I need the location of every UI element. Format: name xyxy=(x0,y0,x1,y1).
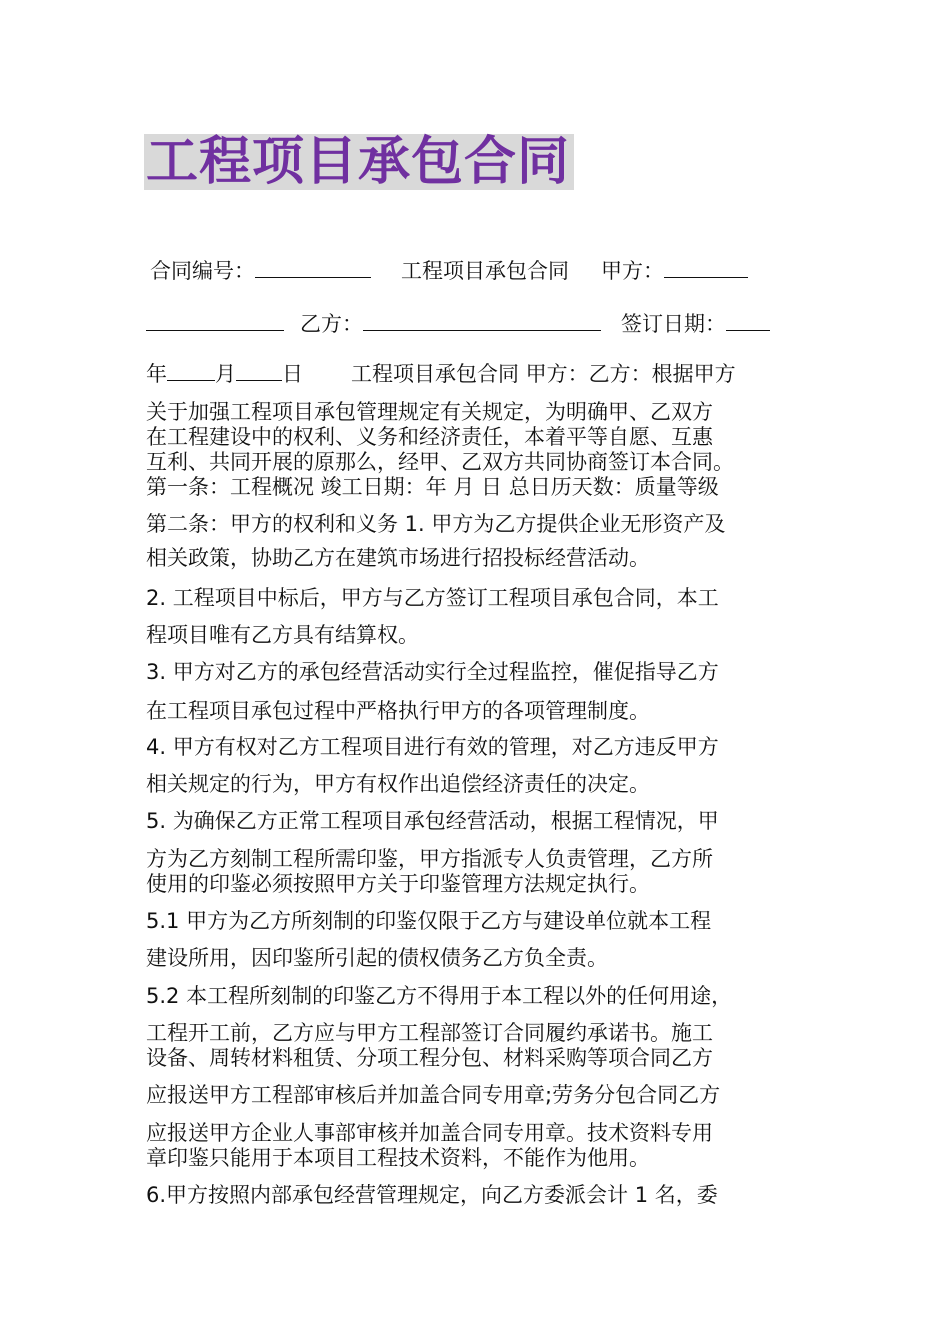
body-line: 设备、周转材料租赁、分项工程分包、材料采购等项合同乙方 xyxy=(146,1046,713,1070)
party-a-label: 甲方： xyxy=(601,259,664,283)
body-line: 相关规定的行为，甲方有权作出追偿经济责任的决定。 xyxy=(146,772,650,796)
body-line: 应报送甲方企业人事部审核并加盖合同专用章。技术资料专用 xyxy=(146,1121,713,1145)
party-a-blank-cont xyxy=(146,311,284,331)
body-line: 建设所用，因印鉴所引起的债权债务乙方负全责。 xyxy=(146,946,608,970)
day-char: 日 xyxy=(282,362,303,386)
body-line: 5.1 甲方为乙方所刻制的印鉴仅限于乙方与建设单位就本工程 xyxy=(146,909,712,933)
sign-date-blank xyxy=(726,311,770,331)
contract-no-label: 合同编号： xyxy=(150,259,255,283)
body-line: 关于加强工程项目承包管理规定有关规定，为明确甲、乙双方 xyxy=(146,400,713,424)
body-line: 工程项目承包合同 甲方：乙方：根据甲方 xyxy=(351,362,736,386)
header-row-2 xyxy=(146,311,770,337)
body-line: 程项目唯有乙方具有结算权。 xyxy=(146,623,419,647)
party-b-blank xyxy=(363,311,601,331)
document-title: 工程项目承包合同 xyxy=(144,134,574,190)
body-line: 应报送甲方工程部审核后并加盖合同专用章;劳务分包合同乙方 xyxy=(146,1083,721,1107)
body-line: 章印鉴只能用于本项目工程技术资料，不能作为他用。 xyxy=(146,1146,650,1170)
month-char: 月 xyxy=(215,362,236,386)
body-line: 6.甲方按照内部承包经营管理规定，向乙方委派会计 1 名，委 xyxy=(146,1183,718,1207)
day-blank xyxy=(236,361,282,381)
body-line: 第一条：工程概况 竣工日期：年 月 日 总日历天数：质量等级 xyxy=(146,475,719,499)
body-line: 3. 甲方对乙方的承包经营活动实行全过程监控，催促指导乙方 xyxy=(146,660,719,684)
body-line: 5.2 本工程所刻制的印鉴乙方不得用于本工程以外的任何用途， xyxy=(146,984,733,1008)
contract-name: 工程项目承包合同 xyxy=(401,259,569,283)
body-line: 互利、共同开展的原那么，经甲、乙双方共同协商签订本合同。 xyxy=(146,450,734,474)
sign-date-label: 签订日期： xyxy=(621,312,726,336)
body-line: 2. 工程项目中标后，甲方与乙方签订工程项目承包合同，本工 xyxy=(146,586,719,610)
body-line: 第二条：甲方的权利和义务 1. 甲方为乙方提供企业无形资产及 xyxy=(146,512,726,536)
header-row-1 xyxy=(146,258,748,284)
body-line: 工程开工前，乙方应与甲方工程部签订合同履约承诺书。施工 xyxy=(146,1021,713,1045)
body-line: 在工程项目承包过程中严格执行甲方的各项管理制度。 xyxy=(146,699,650,723)
body-line: 5. 为确保乙方正常工程项目承包经营活动，根据工程情况，甲 xyxy=(146,809,719,833)
year-char: 年 xyxy=(146,362,167,386)
body-line: 在工程建设中的权利、义务和经济责任，本着平等自愿、互惠 xyxy=(146,425,713,449)
header-row-3 xyxy=(146,361,736,387)
month-blank xyxy=(167,361,215,381)
body-line: 方为乙方刻制工程所需印鉴，甲方指派专人负责管理，乙方所 xyxy=(146,847,713,871)
contract-no-blank xyxy=(255,258,371,278)
body-line: 相关政策，协助乙方在建筑市场进行招投标经营活动。 xyxy=(146,546,650,570)
body-line: 使用的印鉴必须按照甲方关于印鉴管理方法规定执行。 xyxy=(146,872,650,896)
party-a-blank xyxy=(664,258,748,278)
body-line: 4. 甲方有权对乙方工程项目进行有效的管理，对乙方违反甲方 xyxy=(146,735,719,759)
party-b-label: 乙方： xyxy=(300,312,363,336)
